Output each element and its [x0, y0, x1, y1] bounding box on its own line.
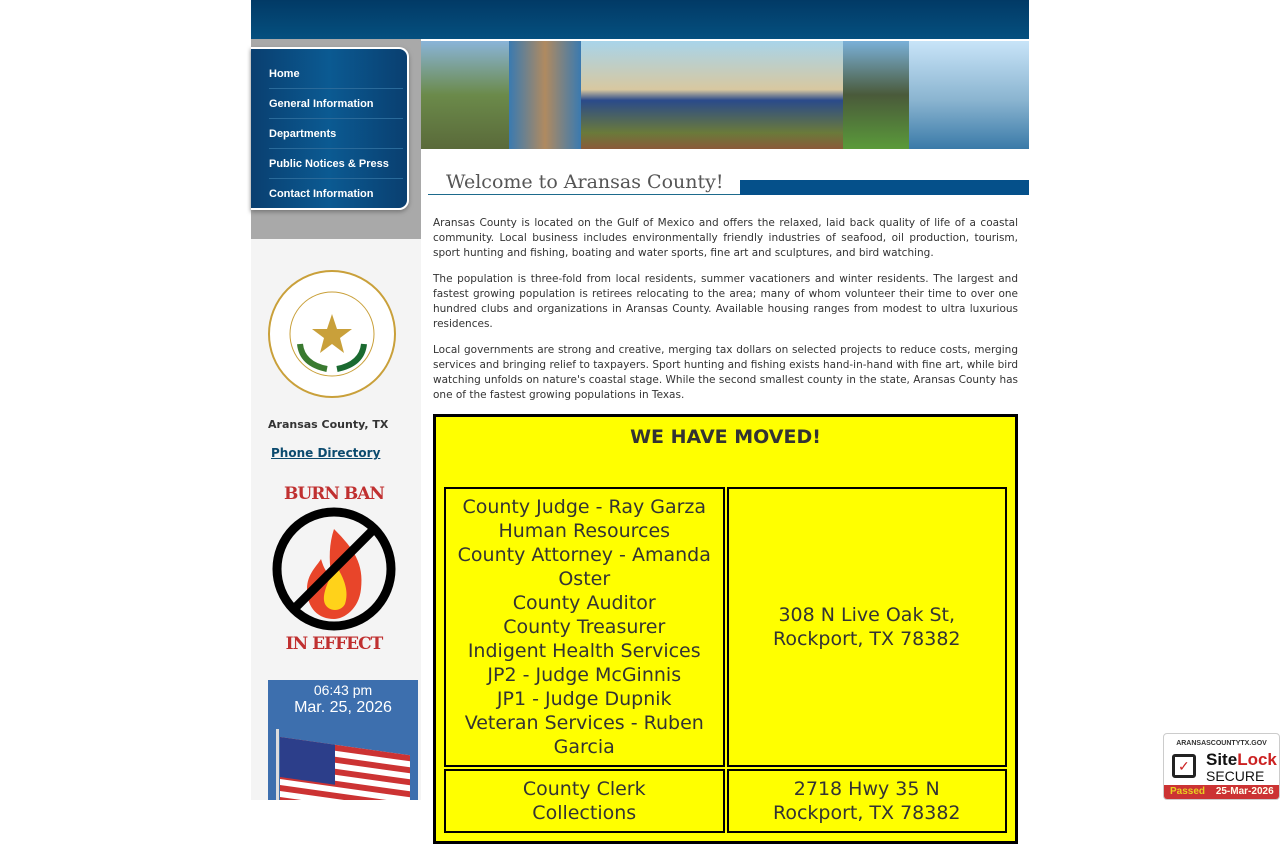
- no-fire-icon: [269, 504, 399, 634]
- paragraph: Local governments are strong and creative, merging tax dollars on selected projects to reduce costs, merging services and bringing relief to taxpayers. Sport hunting and fishing exists hand-in-hand with fine art, while bird watching unfolds on nature's coastal stage. While the second smallest county in the state, Aransas County has one of the fastest growing populations in Texas.: [433, 344, 1018, 401]
- nav-general-information[interactable]: General Information: [269, 89, 403, 119]
- burn-ban-title: BURN BAN: [284, 484, 384, 504]
- table-row: [444, 769, 1007, 833]
- main-nav: [251, 47, 409, 210]
- us-flag-image: [268, 717, 418, 800]
- nav-contact-information[interactable]: Contact Information: [269, 188, 374, 200]
- title-bar: [740, 180, 1029, 195]
- moved-title: WE HAVE MOVED!: [630, 426, 821, 448]
- burn-ban-subtitle: IN EFFECT: [285, 634, 383, 654]
- phone-directory-link[interactable]: Phone Directory: [271, 446, 381, 460]
- paragraph: Aransas County is located on the Gulf of Mexico and offers the relaxed, laid back quality of life of a coastal community. Local business includes environmentally friendly industries of seafood, oil production, tourism, sport hunting and fishing, boating and water sports, fine art and sculptures, and bird watching.: [433, 217, 1018, 259]
- sitelock-badge[interactable]: [1163, 733, 1280, 800]
- sidebar: [251, 39, 421, 800]
- office: County Clerk: [522, 778, 646, 800]
- table-row: [444, 487, 1007, 767]
- office: County Judge - Ray Garza: [462, 496, 707, 518]
- sitelock-domain: ARANSASCOUNTYTX.GOV: [1176, 740, 1267, 747]
- photo-banner: [421, 41, 1029, 149]
- page: [251, 0, 1029, 824]
- office: Indigent Health Services: [467, 640, 701, 662]
- sitelock-status: Passed: [1170, 786, 1206, 797]
- county-seal-image: [267, 269, 397, 399]
- office: Human Resources: [498, 520, 671, 542]
- title-underline: [428, 194, 740, 195]
- moved-table: [442, 485, 1009, 835]
- office: JP1 - Judge Dupnik: [496, 688, 672, 710]
- office: County Treasurer: [503, 616, 666, 638]
- clock-time: 06:43 pm: [313, 682, 373, 698]
- offices-cell: [444, 487, 725, 767]
- sitelock-date: 25-Mar-2026: [1215, 786, 1274, 797]
- burn-ban-image: [269, 484, 399, 654]
- page-title: Welcome to Aransas County!: [446, 171, 724, 193]
- clock-widget: [268, 680, 418, 800]
- offices-cell: [444, 769, 725, 833]
- office: Collections: [532, 802, 637, 824]
- nav-departments[interactable]: Departments: [269, 119, 403, 149]
- moved-notice: [433, 414, 1018, 844]
- lock-icon: ✓: [1172, 754, 1196, 778]
- office: Veteran Services - Ruben Garcia: [464, 712, 704, 758]
- sitelock-secure: SECURE: [1206, 768, 1265, 784]
- nav-public-notices[interactable]: Public Notices & Press: [269, 149, 403, 179]
- main-content: [433, 216, 1018, 844]
- address-cell: 2718 Hwy 35 N Rockport, TX 78382: [727, 769, 1008, 833]
- header-bar: [251, 0, 1029, 39]
- sitelock-brand-lock: Lock: [1237, 750, 1277, 769]
- nav-home[interactable]: Home: [269, 59, 403, 89]
- address-cell: 308 N Live Oak St, Rockport, TX 78382: [727, 487, 1008, 767]
- paragraph: The population is three-fold from local residents, summer vacationers and winter residents. The largest and fastest growing population is retirees relocating to the area; many of whom volunteer their time to over one hundred clubs and organizations in Aransas County. Available housing ranges from modest to ultra luxurious residences.: [433, 273, 1018, 330]
- county-label: Aransas County, TX: [268, 418, 389, 431]
- office: JP2 - Judge McGinnis: [487, 664, 682, 686]
- office: County Auditor: [512, 592, 656, 614]
- intro-text: [433, 216, 1018, 403]
- sitelock-brand-site: Site: [1206, 750, 1238, 769]
- clock-date: Mar. 25, 2026: [294, 699, 392, 716]
- office: County Attorney - Amanda Oster: [457, 544, 711, 590]
